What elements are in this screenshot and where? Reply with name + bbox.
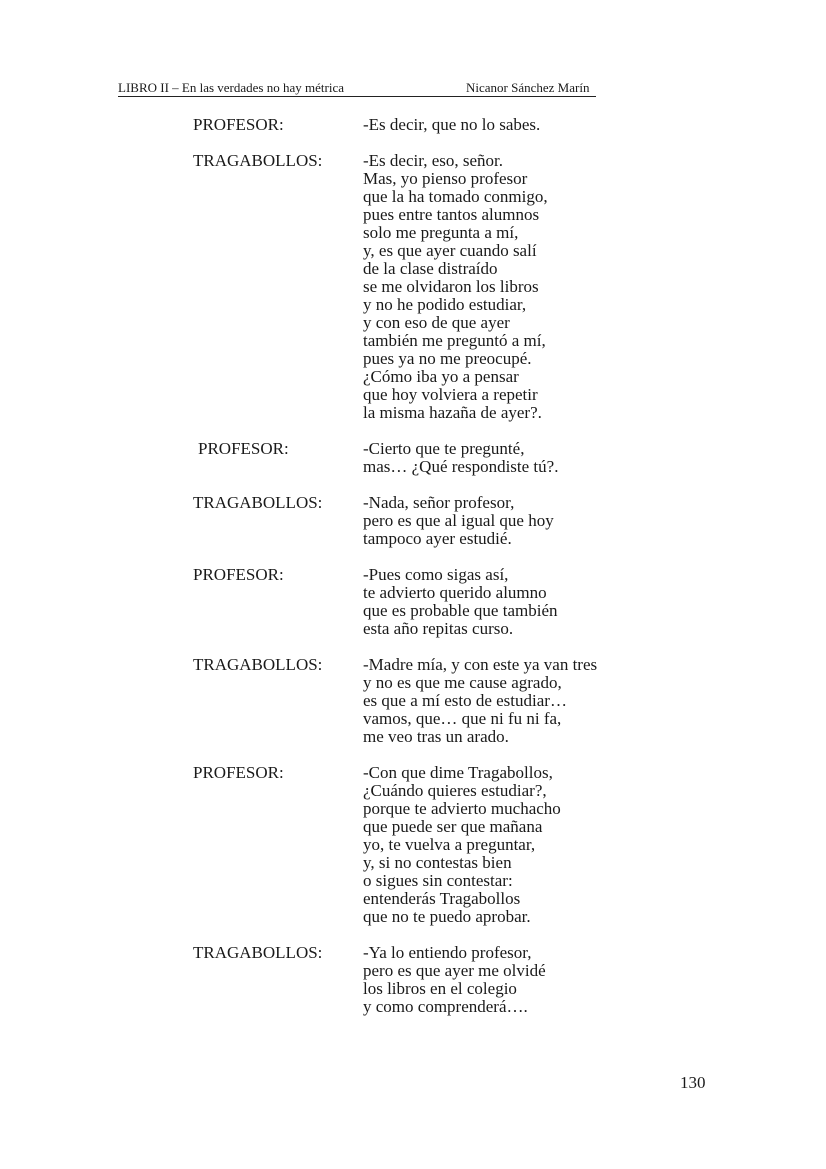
verse-line: que hoy volviera a repetir bbox=[363, 385, 538, 404]
verse-line: que puede ser que mañana bbox=[363, 817, 543, 836]
verse-line: esta año repitas curso. bbox=[363, 619, 514, 638]
verse-line: -Es decir, eso, señor. bbox=[363, 151, 504, 170]
verse-line: -Ya lo entiendo profesor, bbox=[363, 943, 532, 962]
verse-line: vamos, que… que ni fu ni fa, bbox=[363, 709, 562, 728]
verse-line: pues ya no me preocupé. bbox=[363, 349, 532, 368]
verse-line: de la clase distraído bbox=[363, 259, 498, 278]
verse-line: que la ha tomado conmigo, bbox=[363, 187, 548, 206]
verse-line: Mas, yo pienso profesor bbox=[363, 169, 528, 188]
verse-line: -Cierto que te pregunté, bbox=[363, 439, 525, 458]
verse-line: y con eso de que ayer bbox=[363, 313, 510, 332]
verse-line: los libros en el colegio bbox=[363, 979, 517, 998]
verse-line: me veo tras un arado. bbox=[363, 727, 509, 746]
page-number: 130 bbox=[680, 1073, 706, 1092]
verse-line: pues entre tantos alumnos bbox=[363, 205, 540, 224]
speaker-name: PROFESOR: bbox=[193, 763, 284, 782]
dialogue-block bbox=[193, 656, 653, 746]
verse-line: y, si no contestas bien bbox=[363, 853, 512, 872]
verse-line: ¿Cuándo quieres estudiar?, bbox=[363, 781, 547, 800]
verse-line: te advierto querido alumno bbox=[363, 583, 547, 602]
speaker-name: TRAGABOLLOS: bbox=[193, 655, 323, 674]
speaker-name: PROFESOR: bbox=[198, 439, 289, 458]
verse-lines bbox=[363, 764, 653, 926]
speaker-name: PROFESOR: bbox=[193, 115, 284, 134]
verse-line: -Pues como sigas así, bbox=[363, 565, 509, 584]
speaker-name: TRAGABOLLOS: bbox=[193, 493, 323, 512]
verse-line: ¿Cómo iba yo a pensar bbox=[363, 367, 519, 386]
dialogue-block bbox=[193, 764, 653, 926]
verse-line: mas… ¿Qué respondiste tú?. bbox=[363, 457, 559, 476]
verse-line: entenderás Tragabollos bbox=[363, 889, 521, 908]
verse-line: -Con que dime Tragabollos, bbox=[363, 763, 553, 782]
verse-line: solo me pregunta a mí, bbox=[363, 223, 519, 242]
verse-line: también me preguntó a mí, bbox=[363, 331, 546, 350]
verse-line: que no te puedo aprobar. bbox=[363, 907, 531, 926]
header-book-title: LIBRO II – En las verdades no hay métrica bbox=[118, 80, 344, 95]
verse-line: o sigues sin contestar: bbox=[363, 871, 513, 890]
verse-lines bbox=[363, 566, 653, 638]
verse-line: y no es que me cause agrado, bbox=[363, 673, 562, 692]
dialogue-block bbox=[193, 440, 653, 476]
dialogue-block bbox=[193, 944, 653, 1016]
verse-line: y como comprenderá…. bbox=[363, 997, 528, 1016]
speaker-name: PROFESOR: bbox=[193, 565, 284, 584]
verse-lines bbox=[363, 116, 653, 134]
verse-lines bbox=[363, 152, 653, 422]
verse-line: y no he podido estudiar, bbox=[363, 295, 527, 314]
dialogue-block bbox=[193, 566, 653, 638]
dialogue-block bbox=[193, 494, 653, 548]
speaker-name: TRAGABOLLOS: bbox=[193, 943, 323, 962]
verse-line: y, es que ayer cuando salí bbox=[363, 241, 537, 260]
verse-line: -Nada, señor profesor, bbox=[363, 493, 515, 512]
verse-line: -Es decir, que no lo sabes. bbox=[363, 115, 541, 134]
verse-line: que es probable que también bbox=[363, 601, 558, 620]
verse-line: se me olvidaron los libros bbox=[363, 277, 539, 296]
verse-line: tampoco ayer estudié. bbox=[363, 529, 512, 548]
dialogue-body bbox=[193, 116, 653, 1034]
verse-line: -Madre mía, y con este ya van tres bbox=[363, 655, 598, 674]
verse-line: es que a mí esto de estudiar… bbox=[363, 691, 567, 710]
verse-line: pero es que al igual que hoy bbox=[363, 511, 554, 530]
verse-line: yo, te vuelva a preguntar, bbox=[363, 835, 536, 854]
verse-lines bbox=[363, 494, 653, 548]
header-author: Nicanor Sánchez Marín bbox=[466, 80, 590, 95]
verse-lines bbox=[363, 944, 653, 1016]
verse-lines bbox=[363, 440, 653, 476]
dialogue-block bbox=[193, 116, 653, 134]
verse-line: porque te advierto muchacho bbox=[363, 799, 561, 818]
verse-line: pero es que ayer me olvidé bbox=[363, 961, 546, 980]
verse-lines bbox=[363, 656, 653, 746]
verse-line: la misma hazaña de ayer?. bbox=[363, 403, 542, 422]
page-header bbox=[118, 80, 596, 97]
dialogue-block bbox=[193, 152, 653, 422]
speaker-name: TRAGABOLLOS: bbox=[193, 151, 323, 170]
